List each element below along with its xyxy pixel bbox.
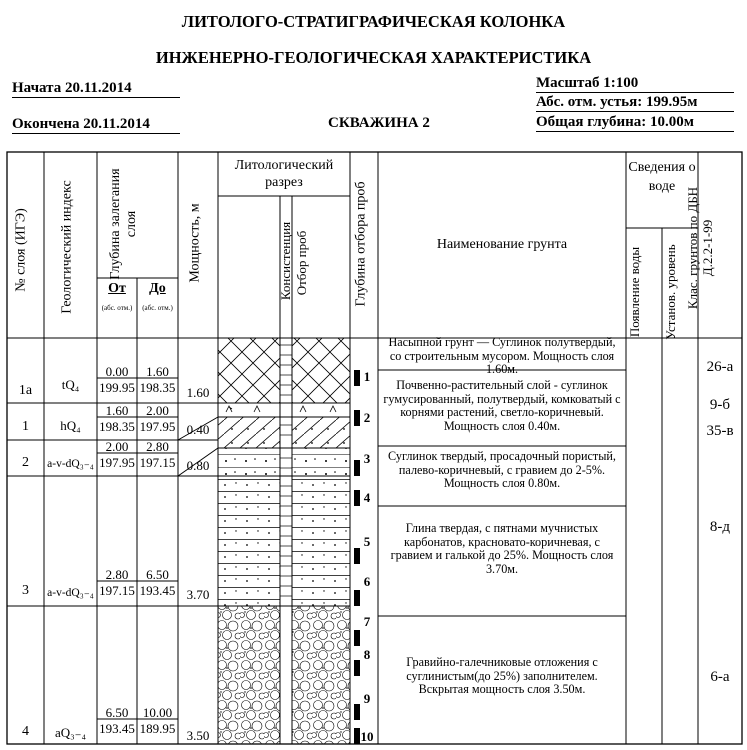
geo-index: a-v-dQ₃₋₄ bbox=[47, 458, 94, 470]
depth-to: 6.50 bbox=[146, 567, 169, 582]
soil-description: Насыпной грунт — Суглинок полутвердый, со строительным мусором. Мощность слоя 1.60м. bbox=[388, 335, 616, 376]
sample-number: 5 bbox=[363, 534, 371, 549]
depth-from-abs: 198.35 bbox=[99, 419, 135, 434]
depth-from-abs: 197.95 bbox=[99, 455, 135, 470]
sample-number: 6 bbox=[363, 574, 371, 589]
depth-from: 1.60 bbox=[105, 403, 129, 418]
header-soil-name: Наименование грунта bbox=[436, 237, 568, 252]
soil-description: Почвенно-растительный слой - суглинок гумусированный, полутвердый, комковатый с корнями растений, светло-коричневый. Мощность слоя 0.40м. bbox=[383, 378, 621, 433]
thickness: 0.80 bbox=[186, 458, 210, 473]
geo-index: aQ₃₋₄ bbox=[54, 725, 87, 740]
header-water: Сведения о воде bbox=[628, 160, 696, 194]
depth-from: 0.00 bbox=[105, 364, 129, 379]
soil-description: Гравийно-галечниковые отложения с суглинистым(до 25%) заполнителем. Вскрытая мощность слоя 3.50м. bbox=[406, 655, 598, 696]
depth-from-abs: 193.45 bbox=[99, 721, 135, 736]
header-depth: Глубина залегания слоя bbox=[108, 168, 139, 280]
geo-index: tQ₄ bbox=[61, 377, 80, 392]
thickness: 3.50 bbox=[186, 728, 210, 743]
end-date: Окончена 20.11.2014 bbox=[12, 116, 180, 134]
thickness: 3.70 bbox=[186, 587, 210, 602]
soil-class: 6-а bbox=[710, 669, 730, 685]
depth-to-abs: 198.35 bbox=[139, 380, 176, 395]
depth-to: 10.00 bbox=[142, 705, 173, 720]
depth-from: 2.80 bbox=[105, 567, 129, 582]
header-water-appear: Появление воды bbox=[627, 246, 642, 338]
header-to-abs: (абс. отм.) bbox=[142, 304, 173, 312]
soil-class: 8-д bbox=[709, 519, 731, 535]
sample-number: 7 bbox=[363, 614, 371, 629]
layer-no: 1 bbox=[22, 419, 29, 434]
depth-to-abs: 197.95 bbox=[139, 419, 176, 434]
depth-to: 1.60 bbox=[146, 364, 169, 379]
depth-from-abs: 199.95 bbox=[99, 380, 135, 395]
header-sample-depth: Глубина отбора проб bbox=[353, 181, 369, 307]
depth-from: 2.00 bbox=[105, 439, 129, 454]
depth-from: 6.50 bbox=[105, 705, 129, 720]
header-sampling: Отбор проб bbox=[294, 230, 309, 296]
header-lithology: Литологический разрез bbox=[234, 158, 334, 190]
depth-to: 2.00 bbox=[146, 403, 169, 418]
depth-to-abs: 189.95 bbox=[139, 721, 176, 736]
sample-number: 8 bbox=[363, 647, 371, 662]
header-from-abs: (абс. отм.) bbox=[101, 304, 133, 312]
well-name: СКВАЖИНА 2 bbox=[328, 115, 430, 131]
title-line-1: ЛИТОЛОГО-СТРАТИГРАФИЧЕСКАЯ КОЛОНКА bbox=[181, 12, 566, 31]
header-layer-no: № слоя (ИГЭ) bbox=[13, 208, 29, 292]
header-from: От bbox=[108, 281, 126, 296]
thickness: 1.60 bbox=[186, 385, 210, 400]
layer-no: 2 bbox=[22, 455, 29, 470]
header-to: До bbox=[149, 281, 166, 296]
thickness: 0.40 bbox=[186, 422, 210, 437]
depth-to-abs: 197.15 bbox=[139, 455, 176, 470]
layer-no: 4 bbox=[22, 724, 29, 739]
title-line-2: ИНЖЕНЕРНО-ГЕОЛОГИЧЕСКАЯ ХАРАКТЕРИСТИКА bbox=[155, 48, 592, 67]
header-geo-index: Геологический индекс bbox=[59, 180, 75, 314]
geo-index: hQ₄ bbox=[60, 418, 81, 433]
mouth-elevation: Абс. отм. устья: 199.95м bbox=[536, 94, 734, 112]
soil-description: Глина твердая, с пятнами мучнистых карбонатов, красновато-коричневая, с гравием и галькой до 25%. Мощность слоя 3.70м. bbox=[390, 521, 614, 576]
soil-class: 35-в bbox=[706, 423, 734, 439]
layer-no: 1а bbox=[18, 383, 33, 398]
sample-number: 2 bbox=[363, 410, 371, 425]
header-soil-class: Клас. грунтов по ДБН Д.2.2-1-99 bbox=[685, 186, 715, 310]
geo-index: a-v-dQ₃₋₄ bbox=[47, 587, 94, 599]
header-consistency: Консистенция bbox=[278, 221, 293, 301]
total-depth: Общая глубина: 10.00м bbox=[536, 114, 734, 132]
sample-number: 4 bbox=[363, 490, 371, 505]
start-date: Начата 20.11.2014 bbox=[12, 80, 180, 98]
scale: Масштаб 1:100 bbox=[536, 75, 734, 93]
layer-no: 3 bbox=[22, 583, 29, 598]
sample-number: 1 bbox=[363, 369, 371, 384]
soil-description: Суглинок твердый, просадочный пористый, палево-коричневый, с гравием до 2-5%. Мощность слоя 0.80м. bbox=[388, 449, 616, 490]
sample-number: 9 bbox=[363, 691, 371, 706]
header-water-level: Установ. уровень bbox=[663, 244, 678, 340]
depth-to-abs: 193.45 bbox=[139, 583, 176, 598]
sample-number: 10 bbox=[360, 729, 374, 744]
depth-from-abs: 197.15 bbox=[99, 583, 135, 598]
soil-class: 9-б bbox=[709, 397, 731, 413]
header-thickness: Мощность, м bbox=[187, 203, 203, 283]
sample-number: 3 bbox=[363, 451, 371, 466]
depth-to: 2.80 bbox=[146, 439, 169, 454]
soil-class: 26-а bbox=[706, 359, 734, 375]
